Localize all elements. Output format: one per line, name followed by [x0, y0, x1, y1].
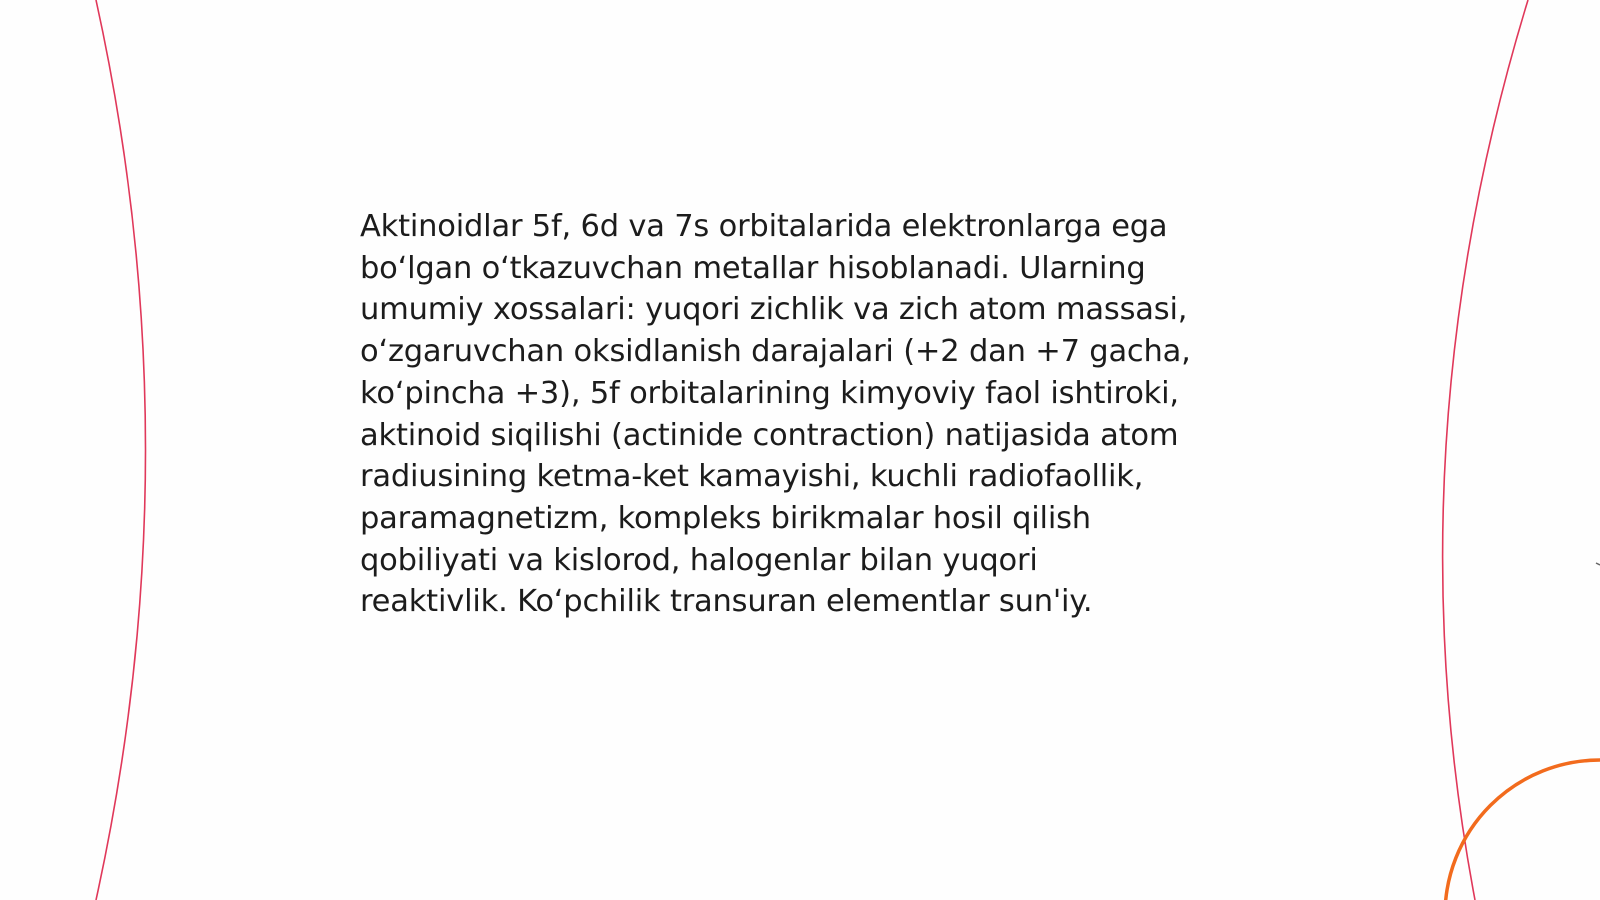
orange-circle-decoration — [1445, 760, 1600, 900]
body-paragraph: Aktinoidlar 5f, 6d va 7s orbitalarida elektronlarga ega bo‘lgan o‘tkazuvchan metallar hisoblanadi. Ularning umumiy xossalari: yuqori zichlik va zich atom massasi, o‘zgaruvchan oksidlanish darajalari (+2 dan +7 gacha, ko‘pincha +3), 5f orbitalarining kimyoviy faol ishtiroki, aktinoid siqilishi (actinide contraction) natijasida atom radiusining ketma-ket kamayishi, kuchli radiofaollik, paramagnetizm, kompleks birikmalar hosil qilish qobiliyati va kislorod, halogenlar bilan yuqori reaktivlik. Ko‘pchilik transuran elementlar sun'iy. — [360, 209, 1191, 620]
right-arc-decoration — [1443, 0, 1528, 900]
left-arc-decoration — [96, 0, 146, 900]
right-edge-tick-decoration — [1596, 563, 1600, 565]
